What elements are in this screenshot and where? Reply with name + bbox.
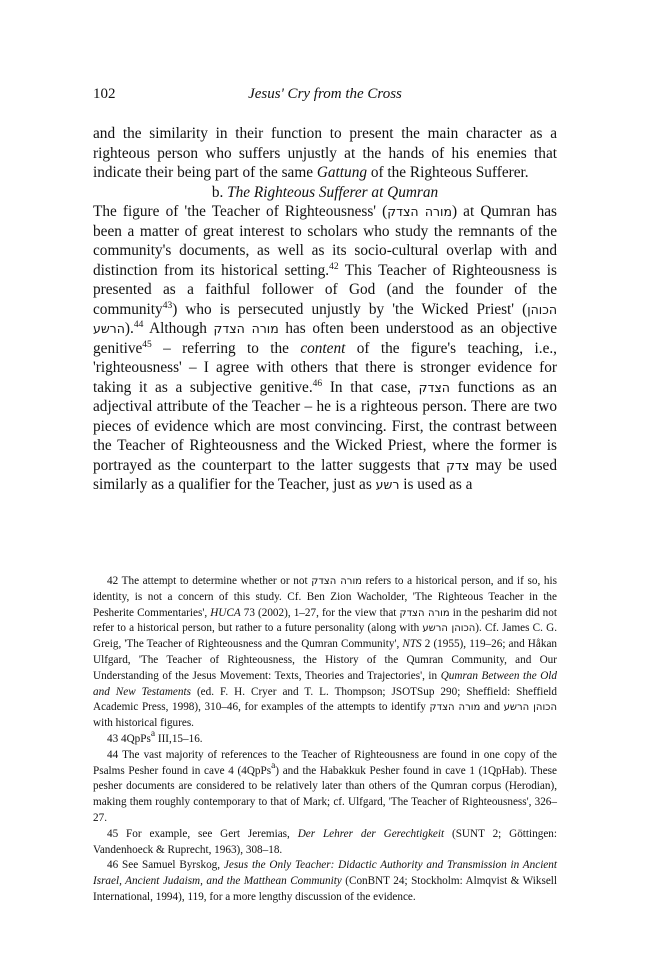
paragraph-teacher: [93, 202, 557, 495]
text-run: The attempt to determine whether or not: [118, 575, 312, 587]
hebrew-term: מורה הצדק: [399, 607, 450, 619]
text-run: (ed. F. H. Cryer and T. L. Thompson; JSOTSup 290; Sheffield: Sheffield Academic Press, 1998), 310–46, for examples of the attempts to identify: [93, 685, 557, 714]
text-run: For example, see Gert Jeremias,: [118, 827, 298, 840]
italic-term: content: [300, 339, 346, 357]
hebrew-term: הכוהן הרשע: [503, 702, 557, 714]
footnote-46: [93, 858, 557, 905]
text-run: ) and the Habakkuk Pesher found in cave 1 (1QpHab). These pesher documents are considered to be relatively later than others of the Qumran corpus (Herodian), making them roughly contemporary to that of Mark; cf. Ulfgard, 'The Teacher of Righteousness', 326–27.: [93, 764, 557, 824]
text-run: ) at Qumran has been a matter of great interest to scholars who study the remnants of the community's documents, as well as its socio-cultural overlap with and distinction from its historical setting.: [93, 203, 557, 279]
footnote-ref[interactable]: 43: [162, 300, 173, 311]
footnote-ref[interactable]: 45: [142, 339, 152, 350]
text-run: ). Cf. James C. G. Greig, 'The Teacher of Righteousness and the Qumran Community',: [93, 622, 557, 651]
hebrew-term: הצדק: [418, 379, 450, 395]
text-run: of the Righteous Sufferer.: [367, 164, 529, 181]
text-run: ).: [124, 320, 134, 337]
section-number: b.: [211, 183, 228, 201]
footnote-number: 44: [107, 748, 119, 761]
footnote-number: 45: [107, 827, 119, 840]
hebrew-term: הכוהן הרשע: [93, 301, 557, 336]
text-run: The vast majority of references to the Teacher of Righteousness are found in one copy of the Psalms Pesher found in cave 4 (4QpPs: [93, 748, 557, 777]
text-run: (SUNT 2; Göttingen: Vandenhoeck & Ruprecht, 1963), 308–18.: [93, 827, 557, 856]
text-run: (ConBNT 24; Stockholm: Almqvist & Wiksell International, 1994), 119, for a more lengthy discussion of the evidence.: [93, 875, 558, 903]
text-run: is used as a: [399, 476, 473, 493]
text-run: The figure of 'the Teacher of Righteousness' (: [93, 203, 388, 220]
text-run: 73 (2002), 1–27, for the view that: [240, 606, 400, 619]
hebrew-term: מורה הצדק: [429, 702, 481, 714]
text-run: functions as an adjectival attribute of the Teacher – he is a righteous person. There are two pieces of evidence which are most convincing. First, the contrast between the Teacher of Righteousness and the Wicked Priest, where the former is portrayed as the counterpart to the latter suggests that: [93, 378, 557, 474]
italic-term: HUCA: [210, 606, 241, 619]
italic-term: NTS: [402, 638, 422, 651]
text-run: refers to a historical person, and if so, his identity, is not a concern of this study. Cf. Ben Zion Wacholder, 'The Righteous Teacher in the Pesherite Commentaries',: [93, 575, 557, 619]
page-number: 102: [93, 86, 116, 102]
hebrew-term: מורה הצדק: [213, 321, 279, 336]
page-header: [93, 86, 557, 108]
footnote-number: 42: [107, 575, 119, 587]
superscript: a: [150, 728, 156, 739]
footnote-44: [93, 748, 557, 827]
text-run: See Samuel Byrskog,: [118, 859, 224, 872]
footnote-43: [93, 728, 557, 748]
text-run: may be used similarly as a qualifier for the Teacher, just as: [93, 456, 557, 493]
footnotes: [93, 574, 557, 906]
text-run: and: [480, 701, 504, 714]
text-run: of the figure's teaching, i.e., 'righteousness' – I agree with others that there is stronger evidence for taking it as a subjective genitive.: [93, 339, 558, 396]
footnote-number: 43: [107, 732, 119, 745]
hebrew-term: צדק: [446, 457, 470, 473]
hebrew-term: רשע: [375, 477, 400, 492]
section-title: The Righteous Sufferer at Qumran: [227, 183, 439, 201]
italic-term: Gattung: [316, 164, 367, 181]
italic-term: Jesus the Only Teacher: Didactic Authority and Transmission in Ancient Israel, Ancient Judaism, and the Matthean Community: [93, 859, 557, 888]
hebrew-term: הכוהן הרשע: [422, 623, 476, 635]
footnote-ref[interactable]: 46: [312, 378, 323, 389]
text-run: – referring to the: [151, 339, 301, 357]
footnote-42: [93, 574, 557, 732]
text-run: This Teacher of Righteousness is presented as a faithful follower of God (and the founder of the community: [93, 261, 557, 318]
text-run: ) who is persecuted unjustly by 'the Wicked Priest' (: [172, 300, 528, 318]
text-run: and the similarity in their function to present the main character as a righteous person who suffers unjustly at the hands of his enemies that indicate their being part of the same: [93, 125, 557, 181]
italic-term: Qumran Between the Old and New Testaments: [93, 669, 558, 698]
paragraph-continuation: [93, 124, 557, 183]
superscript: a: [271, 760, 276, 771]
footnote-number: 46: [107, 859, 119, 872]
hebrew-term: מורה הצדק: [387, 204, 452, 219]
footnote-ref[interactable]: 44: [133, 320, 144, 330]
text-run: has often been understood as an objective genitive: [93, 320, 557, 357]
footnote-45: [93, 827, 557, 859]
main-text: [93, 124, 557, 495]
footnote-ref[interactable]: 42: [329, 261, 339, 272]
italic-term: Der Lehrer der Gerechtigkeit: [297, 827, 445, 840]
section-heading: [93, 183, 557, 203]
text-run: In that case,: [322, 378, 419, 396]
hebrew-term: מורה הצדק: [311, 576, 362, 587]
text-run: with historical figures.: [93, 717, 194, 730]
text-run: 4QpPs: [118, 732, 151, 745]
text-run: 2 (1955), 119–26; and Håkan Ulfgard, 'The Teacher of Righteousness, the History of the Qumran Community, and Our Understanding of the Jesus Movement: Texts, Theories and Trajectories', in: [93, 638, 558, 682]
running-title: Jesus' Cry from the Cross: [248, 86, 402, 102]
text-run: in the pesharim did not refer to a historical person, but rather to a future personality (along with: [93, 606, 557, 635]
text-run: III,15–16.: [155, 732, 203, 745]
text-run: Although: [143, 320, 214, 337]
